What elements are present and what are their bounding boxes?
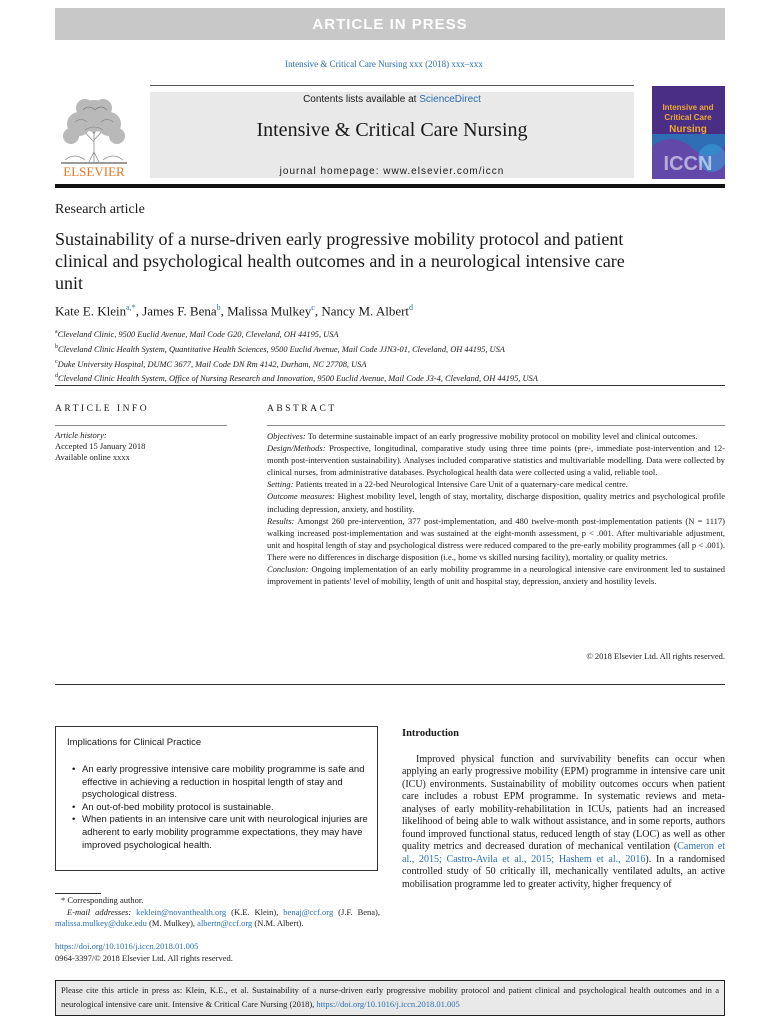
author-affil-mark[interactable]: d bbox=[409, 303, 414, 312]
abstract-results: Results: Amongst 260 pre-intervention, 377 post-implementation, and 480 twelve-month post-implementation patients (N = 1117) walking increased post-implementation and was sustained at the eight-month assessment, p < .001. After multivariable adjustment, unit and hospital length of stay and psychological distress were reduced compared to the pre-early mobility programmes (all p < .001). There were no differences in discharge disposition (i.e., home vs skilled nursing facility), mortality or quality metrics. bbox=[267, 515, 725, 562]
email-link[interactable]: keklein@novanthealth.org bbox=[136, 906, 227, 917]
history-label: Article history: bbox=[55, 430, 107, 440]
article-in-press-banner: ARTICLE IN PRESS bbox=[55, 8, 725, 40]
cite-doi-link[interactable]: https://doi.org/10.1016/j.iccn.2018.01.005 bbox=[316, 998, 460, 1009]
elsevier-tree-icon bbox=[55, 90, 133, 180]
online-date: Available online xxxx bbox=[55, 452, 130, 462]
implications-list bbox=[72, 764, 372, 852]
email-addresses: E-mail addresses: keklein@novanthealth.org (K.E. Klein), benaj@ccf.org (J.F. Bena), malissa.mulkey@duke.edu (M. Mulkey), albertn@ccf.org (N.M. Albert). bbox=[55, 906, 380, 929]
article-info-heading: ARTICLE INFO bbox=[55, 404, 150, 414]
implications-title: Implications for Clinical Practice bbox=[67, 737, 202, 748]
sciencedirect-link[interactable]: ScienceDirect bbox=[419, 94, 481, 105]
affiliation-line: $^a$Cleveland Clinic, 9500 Euclid Avenue, Mail Code G20, Cleveland, OH 44195, USA bbox=[55, 329, 339, 339]
author-affil-mark[interactable]: b bbox=[216, 303, 221, 312]
author-name[interactable]: Malissa Mulkey bbox=[227, 303, 312, 319]
elsevier-logo[interactable] bbox=[55, 90, 133, 180]
journal-title: Intensive & Critical Care Nursing bbox=[256, 119, 528, 141]
cover-title-line-2: Critical Care bbox=[664, 113, 712, 122]
abstract-objectives: Objectives: To determine sustainable impact of an early progressive mobility protocol on mobility level and clinical outcomes. bbox=[267, 431, 698, 441]
article-type: Research article bbox=[55, 202, 145, 217]
abstract-rule bbox=[267, 425, 725, 426]
journal-homepage[interactable]: journal homepage: www.elsevier.com/iccn bbox=[279, 166, 505, 177]
footnote-rule bbox=[55, 893, 101, 894]
author-name[interactable]: James F. Bena bbox=[142, 303, 217, 319]
affiliations bbox=[55, 326, 725, 385]
cover-title-line-1: Intensive and bbox=[662, 103, 714, 112]
reference-link[interactable]: Cameron et al., 2015; Castro-Avila et al., 2015; Hashem et al., 2016 bbox=[402, 841, 726, 865]
contents-prefix: Contents lists available at bbox=[303, 94, 420, 105]
section-divider bbox=[55, 684, 725, 685]
author-list: Kate E. Klein$^{a,*}$, James F. Bena$^b$, Malissa Mulkey$^c$, Nancy M. Albert$^d$ bbox=[55, 303, 414, 319]
abstract-body bbox=[267, 430, 725, 587]
abstract-design: Design/Methods: Prospective, longitudinal, comparative study using three time points (pre-, immediate post-intervention and 12-month post-intervention sustainability). Analyses included comparative statistics and multivariable modelling. Data were collected by clinical nurses, from administrative databases. Psychological health data were collected using a valid, reliable tool. bbox=[267, 443, 726, 478]
author-affil-mark[interactable]: c bbox=[311, 303, 315, 312]
email-link[interactable]: benaj@ccf.org bbox=[283, 906, 334, 917]
article-history bbox=[55, 430, 230, 463]
cover-abbrev: ICCN bbox=[663, 153, 713, 175]
corresponding-author-note: * Corresponding author. bbox=[61, 895, 144, 905]
doi-link[interactable]: https://doi.org/10.1016/j.iccn.2018.01.005 bbox=[55, 941, 199, 951]
cite-text: Please cite this article in press as: Klein, K.E., et al. Sustainability of a nurse-driven early progressive mobility protocol and patient clinical and psychological health outcomes and in a neurological intensive care unit. Intensive & Critical Care Nursing (2018), bbox=[61, 985, 719, 1009]
contents-available-line bbox=[150, 94, 634, 105]
author-affil-mark[interactable]: a,* bbox=[126, 303, 136, 312]
affiliation-line: $^c$Duke University Hospital, DUMC 3677, Mail Code DN Rm 4142, Durham, NC 27708, USA bbox=[55, 358, 367, 369]
list-item: • When patients in an intensive care unit with neurological injuries are adherent to early mobility programme expectations, they may have improved psychological health. bbox=[72, 814, 372, 852]
abstract-setting: Setting: Patients treated in a 22-bed Neurological Intensive Care Unit of a quaternary-care medical centre. bbox=[267, 479, 628, 490]
abstract-heading: ABSTRACT bbox=[267, 404, 337, 414]
email-link[interactable]: malissa.mulkey@duke.edu bbox=[55, 918, 147, 929]
author-name[interactable]: Kate E. Klein bbox=[55, 303, 127, 319]
section-divider bbox=[55, 385, 725, 386]
header-divider bbox=[150, 85, 634, 86]
journal-cover-thumbnail[interactable] bbox=[652, 86, 725, 179]
please-cite-box bbox=[55, 980, 725, 1016]
email-label: E-mail addresses: bbox=[67, 906, 132, 917]
article-info-rule bbox=[55, 425, 227, 426]
accepted-date: Accepted 15 January 2018 bbox=[55, 441, 146, 451]
author-name[interactable]: Nancy M. Albert bbox=[321, 303, 410, 319]
cover-title-line-3: Nursing bbox=[669, 124, 707, 135]
affiliation-line: $^d$Cleveland Clinic Health System, Office of Nursing Research and Innovation, 9500 Euclid Avenue, Mail Code J3-4, Cleveland, OH 44195, USA bbox=[55, 373, 538, 384]
corresponding-footnote bbox=[55, 895, 380, 930]
journal-citation-line[interactable]: Intensive & Critical Care Nursing xxx (2018) xxx–xxx bbox=[285, 59, 483, 69]
abstract-outcomes: Outcome measures: Highest mobility level, length of stay, mortality, discharge disposition, quality metrics and psychological profile including depression, anxiety, and hostility. bbox=[267, 491, 725, 514]
introduction-heading: Introduction bbox=[402, 728, 459, 739]
list-item: • An early progressive intensive care mobility programme is safe and effective in achieving a reduction in hospital length of stay and psychological distress. bbox=[72, 764, 372, 802]
abstract-conclusion: Conclusion: Ongoing implementation of an early mobility programme in a neurological intensive care environment led to sustained improvement in patients' level of mobility, length of unit and hospital stay, depression, anxiety and hostility levels. bbox=[267, 564, 725, 587]
introduction-body: Improved physical function and survivability benefits can occur when applying an early progressive mobility (EPM) programme in intensive care unit (ICU) environments. Sustainability of mobility outcomes occurs when patient care includes a robust EPM programme. In systematic reviews and meta-analyses of early mobility-rehabilitation in ICUs, patients had an increased likelihood of being able to walk without assistance, and in some reports, authors found improved functional status, reduced length of stay (LOC) as well as other quality metrics and decreased duration of mechanical ventilation (Cameron et al., 2015; Castro-Avila et al., 2015; Hashem et al., 2016). In a randomised controlled study of 50 critically ill, mechanically ventilated adults, an active mobilisation programme led to greater activity, higher frequency of bbox=[402, 754, 726, 890]
list-item: • An out-of-bed mobility protocol is sustainable. bbox=[72, 802, 372, 815]
affiliation-line: $^b$Cleveland Clinic Health System, Quantitative Health Sciences, 9500 Euclid Avenue, Mail Code JJN3-01, Cleveland, OH 44195, USA bbox=[55, 343, 505, 354]
email-link[interactable]: albertn@ccf.org bbox=[197, 918, 253, 929]
header-thick-rule bbox=[55, 184, 725, 188]
elsevier-wordmark: ELSEVIER bbox=[63, 164, 125, 179]
issn-copyright: 0964-3397/© 2018 Elsevier Ltd. All rights reserved. bbox=[55, 953, 233, 963]
article-title: Sustainability of a nurse-driven early progressive mobility protocol and patient clinical and psychological health outcomes and in a neurological intensive care unit bbox=[55, 229, 625, 293]
abstract-copyright: © 2018 Elsevier Ltd. All rights reserved. bbox=[586, 651, 725, 661]
